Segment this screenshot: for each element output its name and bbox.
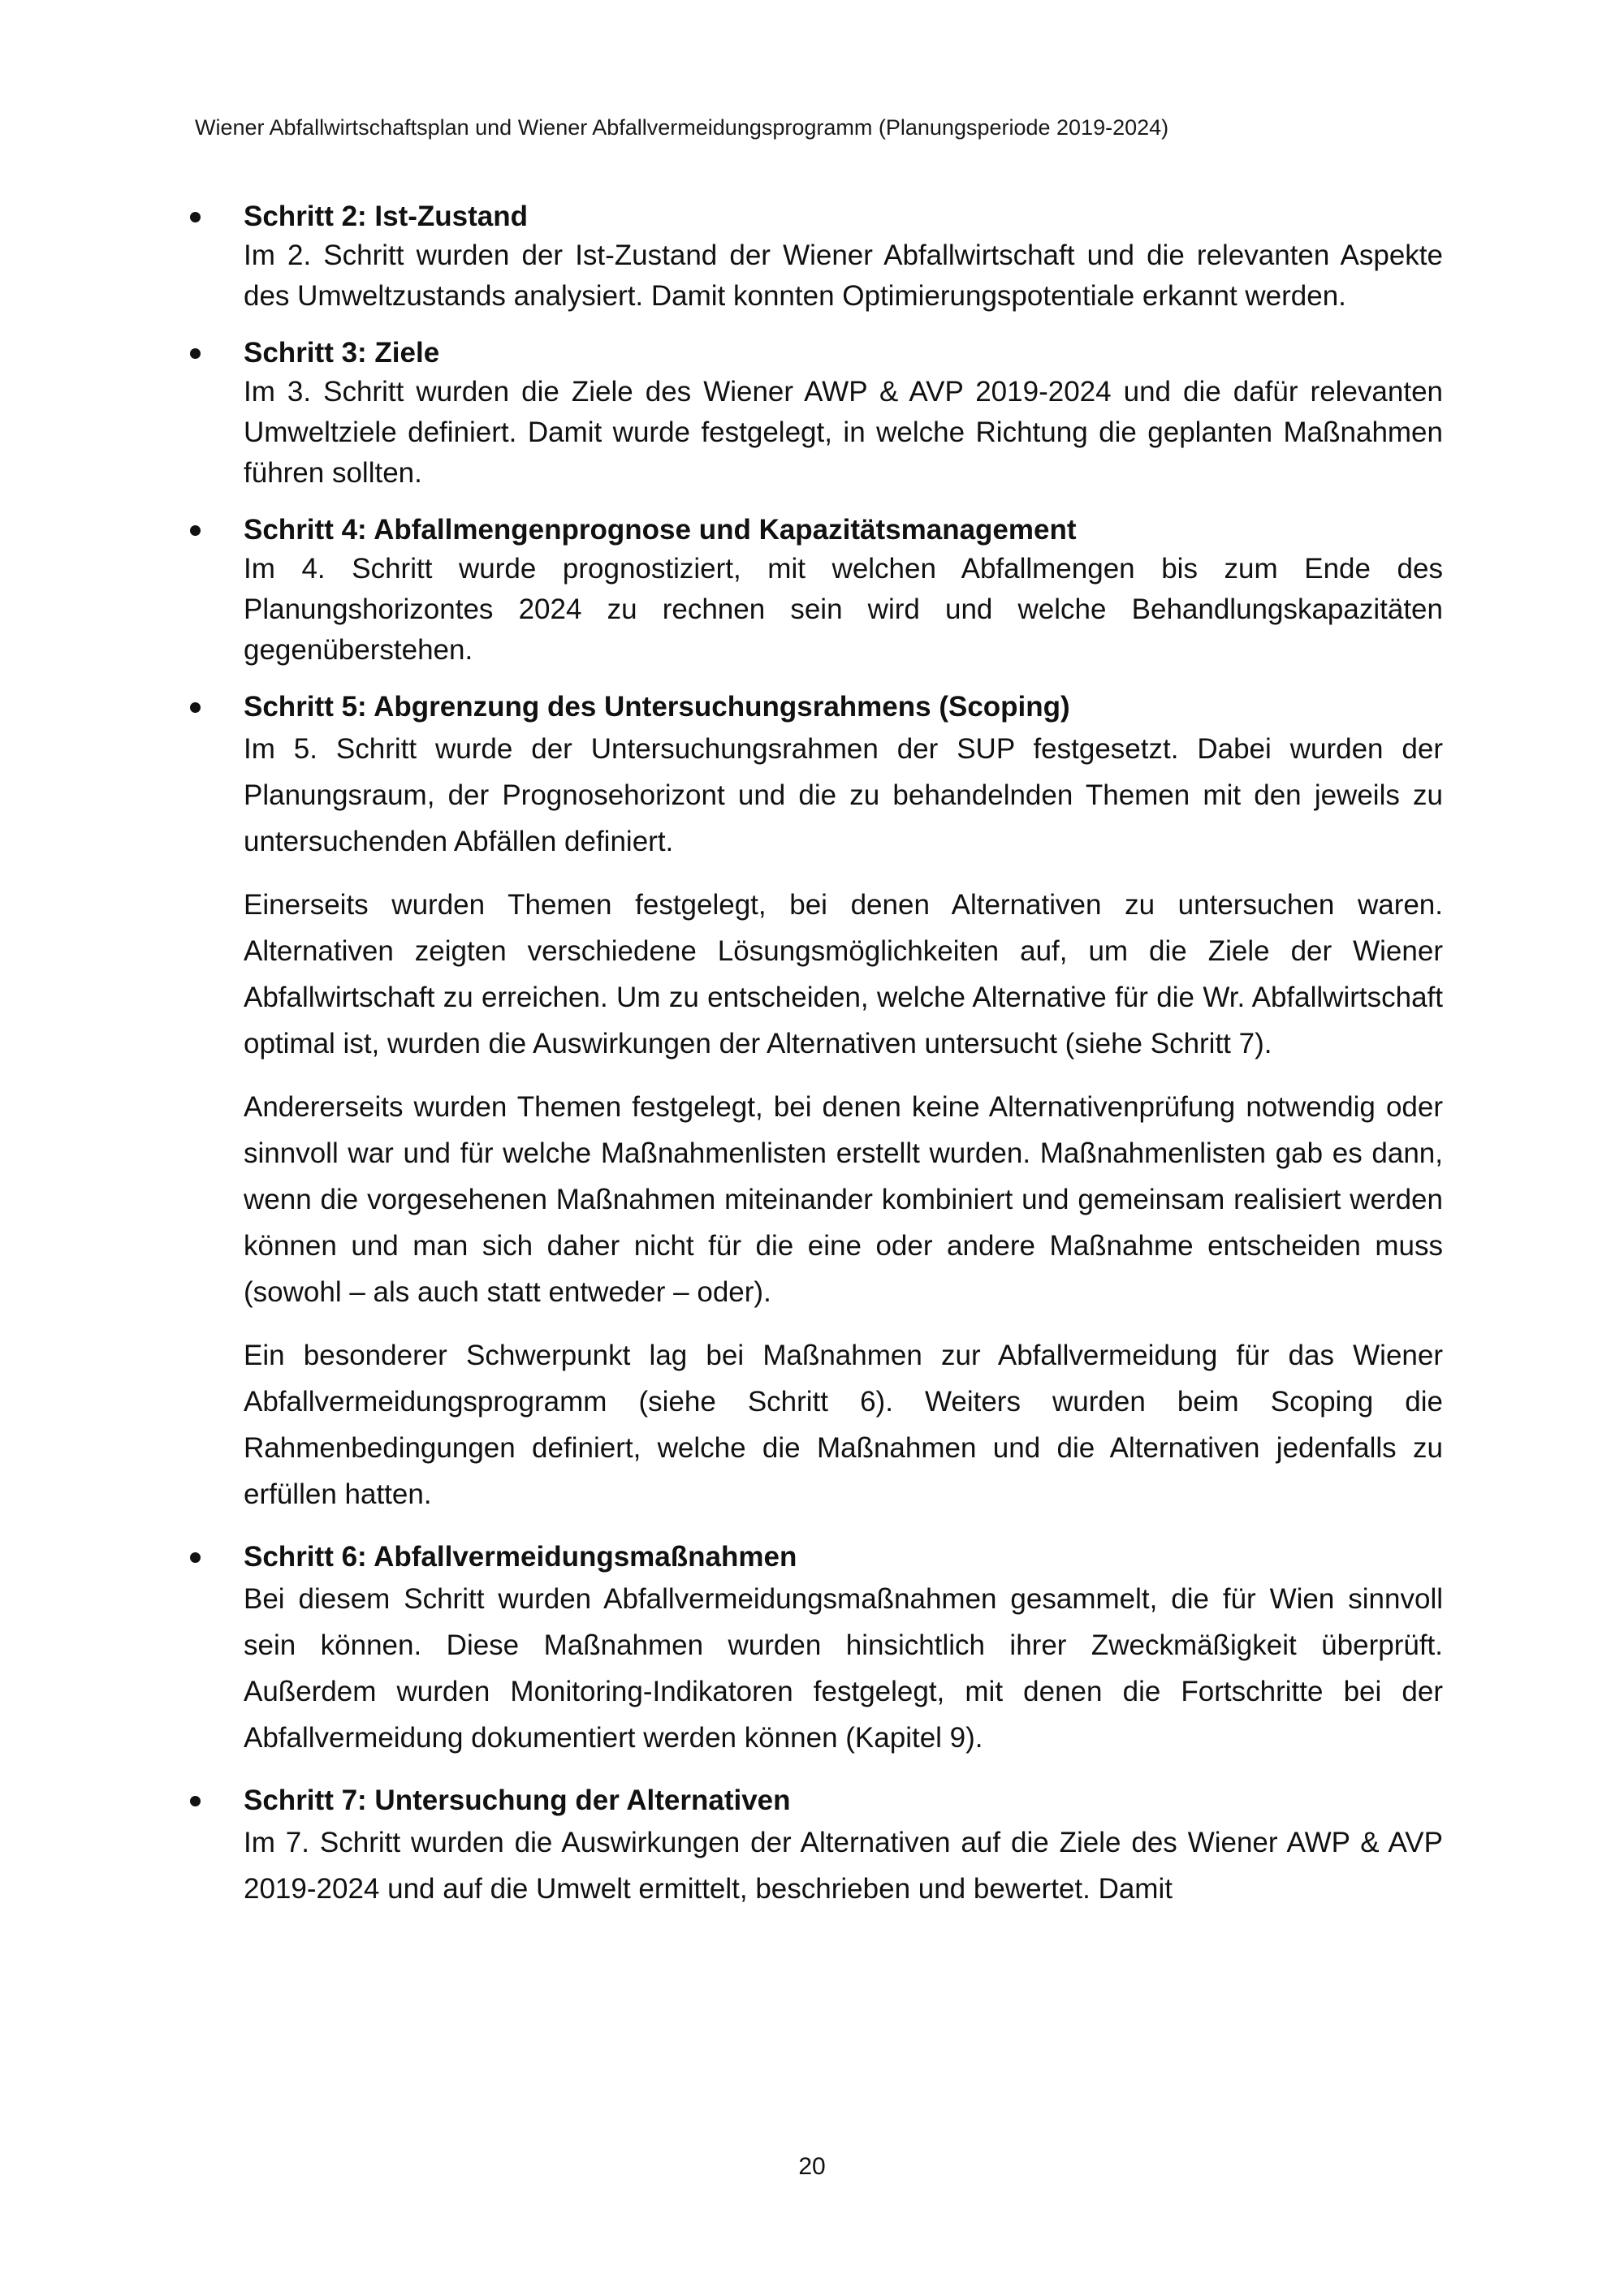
step-title: Schritt 6: Abfallvermeidungsmaßnahmen [244,1541,797,1573]
bullet-icon [190,212,201,222]
step-title: Schritt 7: Untersuchung der Alternativen [244,1785,791,1816]
step-title: Schritt 3: Ziele [244,337,440,369]
list-item-step-7 [244,1782,1443,1912]
step-paragraph: Einerseits wurden Themen festgelegt, bei denen Alternativen zu untersuchen waren. Alternativen zeigten verschiedene Lösungsmöglichkeiten auf, um die Ziele der Wiener Abfallwirtschaft zu erreichen. Um zu entscheiden, welche Alternative für die Wr. Abfallwirtschaft optimal ist, wurden die Auswirkungen der Alternativen untersucht (siehe Schritt 7). [244,889,1443,1060]
list-item-step-6 [244,1539,1443,1761]
bullet-icon [190,525,201,536]
list-item-step-4 [244,511,1443,671]
bullet-icon [190,348,201,359]
bullet-icon [190,1796,201,1806]
bullet-icon [190,702,201,713]
step-paragraph: Im 4. Schritt wurde prognostiziert, mit welchen Abfallmengen bis zum Ende des Planungshorizontes 2024 zu rechnen sein wird und welche Behandlungskapazitäten gegenüberstehen. [244,553,1443,666]
running-header: Wiener Abfallwirtschaftsplan und Wiener Abfallvermeidungsprogramm (Planungsperiode 2019-2024) [195,115,1169,140]
step-paragraph: Im 2. Schritt wurden der Ist-Zustand der Wiener Abfallwirtschaft und die relevanten Aspekte des Umweltzustands analysiert. Damit konnten Optimierungspotentiale erkannt werden. [244,240,1443,312]
list-item-step-5 [244,688,1443,1517]
content-body [244,198,1443,1931]
step-paragraph: Bei diesem Schritt wurden Abfallvermeidungsmaßnahmen gesammelt, die für Wien sinnvoll sein können. Diese Maßnahmen wurden hinsichtlich ihrer Zweckmäßigkeit überprüft. Außerdem wurden Monitoring-Indikatoren festgelegt, mit denen die Fortschritte bei der Abfallvermeidung dokumentiert werden können (Kapitel 9). [244,1583,1443,1754]
bullet-icon [190,1552,201,1563]
list-item-step-3 [244,334,1443,494]
step-paragraph: Im 7. Schritt wurden die Auswirkungen der Alternativen auf die Ziele des Wiener AWP & AVP 2019-2024 und auf die Umwelt ermittelt, beschrieben und bewertet. Damit [244,1827,1443,1905]
step-paragraph: Andererseits wurden Themen festgelegt, bei denen keine Alternativenprüfung notwendig oder sinnvoll war und für welche Maßnahmenlisten erstellt wurden. Maßnahmenlisten gab es dann, wenn die vorgesehenen Maßnahmen miteinander kombiniert und gemeinsam realisiert werden können und man sich daher nicht für die eine oder andere Maßnahme entscheiden muss (sowohl – als auch statt entweder – oder). [244,1091,1443,1308]
step-title: Schritt 5: Abgrenzung des Untersuchungsrahmens (Scoping) [244,691,1070,723]
step-paragraph: Ein besonderer Schwerpunkt lag bei Maßnahmen zur Abfallvermeidung für das Wiener Abfallvermeidungsprogramm (siehe Schritt 6). Weiters wurden beim Scoping die Rahmenbedingungen definiert, welche die Maßnahmen und die Alternativen jedenfalls zu erfüllen hatten. [244,1340,1443,1510]
step-paragraph: Im 5. Schritt wurde der Untersuchungsrahmen der SUP festgesetzt. Dabei wurden der Planungsraum, der Prognosehorizont und die zu behandelnden Themen mit den jeweils zu untersuchenden Abfällen definiert. [244,733,1443,857]
step-title: Schritt 2: Ist-Zustand [244,201,529,232]
page-number: 20 [798,2153,826,2180]
list-item-step-2 [244,198,1443,317]
step-paragraph: Im 3. Schritt wurden die Ziele des Wiener AWP & AVP 2019-2024 und die dafür relevanten Umweltziele definiert. Damit wurde festgelegt, in welche Richtung die geplanten Maßnahmen führen sollten. [244,376,1443,489]
step-title: Schritt 4: Abfallmengenprognose und Kapazitätsmanagement [244,514,1077,546]
